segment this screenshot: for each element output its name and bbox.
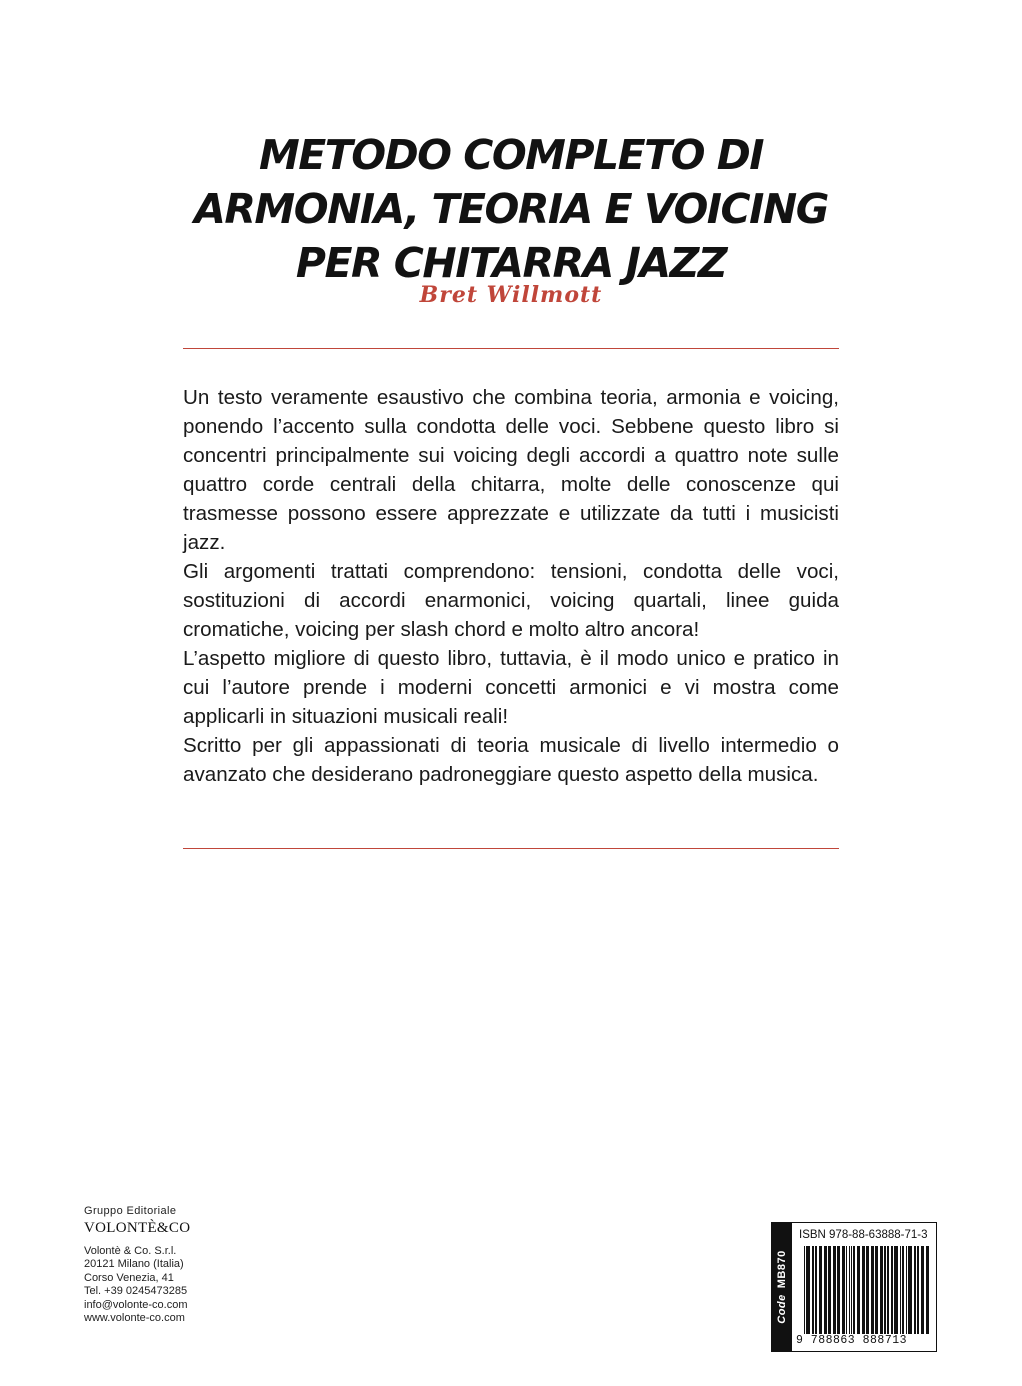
barcode-bar [906,1246,907,1334]
barcode-bar [824,1246,827,1334]
barcode-bar [842,1246,845,1334]
barcode-bar [921,1246,924,1334]
bottom-divider [183,848,839,849]
isbn-number: ISBN 978-88-63888-71-3 [799,1229,928,1241]
barcode-bar [837,1246,840,1334]
barcode-bar [804,1246,805,1334]
description-paragraph-1: Un testo veramente esaustivo che combina teoria, armonia e voicing, ponendo l’accento sulla condotta delle voci. Sebbene questo libro si concentri principalmente sui voicing degli accordi a quattro note sulle quattro corde centrali della chitarra, molte delle conoscenze qui trasmesse possono essere apprezzate e utilizzate da tutti i musicisti jazz. [183,386,839,554]
barcode-bar [819,1246,822,1334]
barcode-bar [846,1246,847,1334]
title-line-2: ARMONIA, TEORIA E VOICING [194,185,828,233]
publisher-phone: Tel. +39 0245473285 [84,1285,188,1297]
publisher-street: Corso Venezia, 41 [84,1271,174,1284]
product-code-strip [772,1223,792,1351]
description-paragraph-2: Gli argomenti trattati comprendono: tensioni, condotta delle voci, sostituzioni di accordi enarmonici, voicing quartali, linee guida cromatiche, voicing per slash chord e molto altro ancora! [183,560,839,641]
title-line-3: PER CHITARRA JAZZ [295,239,727,287]
barcode-bar [815,1246,817,1334]
author-name: Bret Willmott [419,282,603,308]
publisher-city: 20121 Milano (Italia) [84,1258,184,1270]
barcode-bar [851,1246,852,1334]
barcode-bar [875,1246,878,1334]
description-paragraph-4: Scritto per gli appassionati di teoria musicale di livello intermedio o avanzato che desiderano padroneggiare questo aspetto della musica. [183,734,839,786]
barcode-bar [871,1246,874,1334]
title-line-1: METODO COMPLETO DI [258,131,764,179]
barcode-bar [866,1246,869,1334]
publisher-email: info@volonte-co.com [84,1298,188,1311]
barcode-box [771,1222,937,1352]
product-code-value: MB870 [776,1250,788,1289]
barcode-icon [804,1246,930,1334]
publisher-website: www.volonte-co.com [84,1312,185,1324]
product-code-label: Code [776,1294,788,1324]
barcode-bar [857,1246,860,1334]
barcode-bar [894,1246,898,1334]
barcode-bar [926,1246,929,1334]
publisher-logo: VOLONTÈ&CO [84,1219,191,1236]
description-paragraph-3: L’aspetto migliore di questo libro, tuttavia, è il modo unico e pratico in cui l’autore prende i moderni concetti armonici e vi mostra come applicarli in situazioni musicali reali! [183,647,839,728]
barcode-bar [891,1246,893,1334]
top-divider [183,348,839,349]
barcode-bar [880,1246,883,1334]
barcode-bar [862,1246,865,1334]
publisher-info [84,1205,224,1326]
barcode-bar [849,1246,850,1334]
barcode-bar [884,1246,886,1334]
barcode-bar [914,1246,916,1334]
barcode-bar [853,1246,855,1334]
publisher-group-label: Gruppo Editoriale [84,1205,177,1217]
barcode-bar [887,1246,889,1334]
ean-number: 9 788863 888713 [796,1334,908,1347]
barcode-bar [806,1246,810,1334]
barcode-bar [900,1246,901,1334]
barcode-bar [917,1246,919,1334]
product-code [776,1250,788,1323]
barcode-bar [812,1246,814,1334]
barcode-bar [833,1246,836,1334]
publisher-company: Volontè & Co. S.r.l. [84,1244,177,1257]
barcode-bar [828,1246,831,1334]
book-title [100,128,922,290]
barcode-bar [902,1246,904,1334]
description-block [183,383,839,789]
barcode-bar [908,1246,912,1334]
